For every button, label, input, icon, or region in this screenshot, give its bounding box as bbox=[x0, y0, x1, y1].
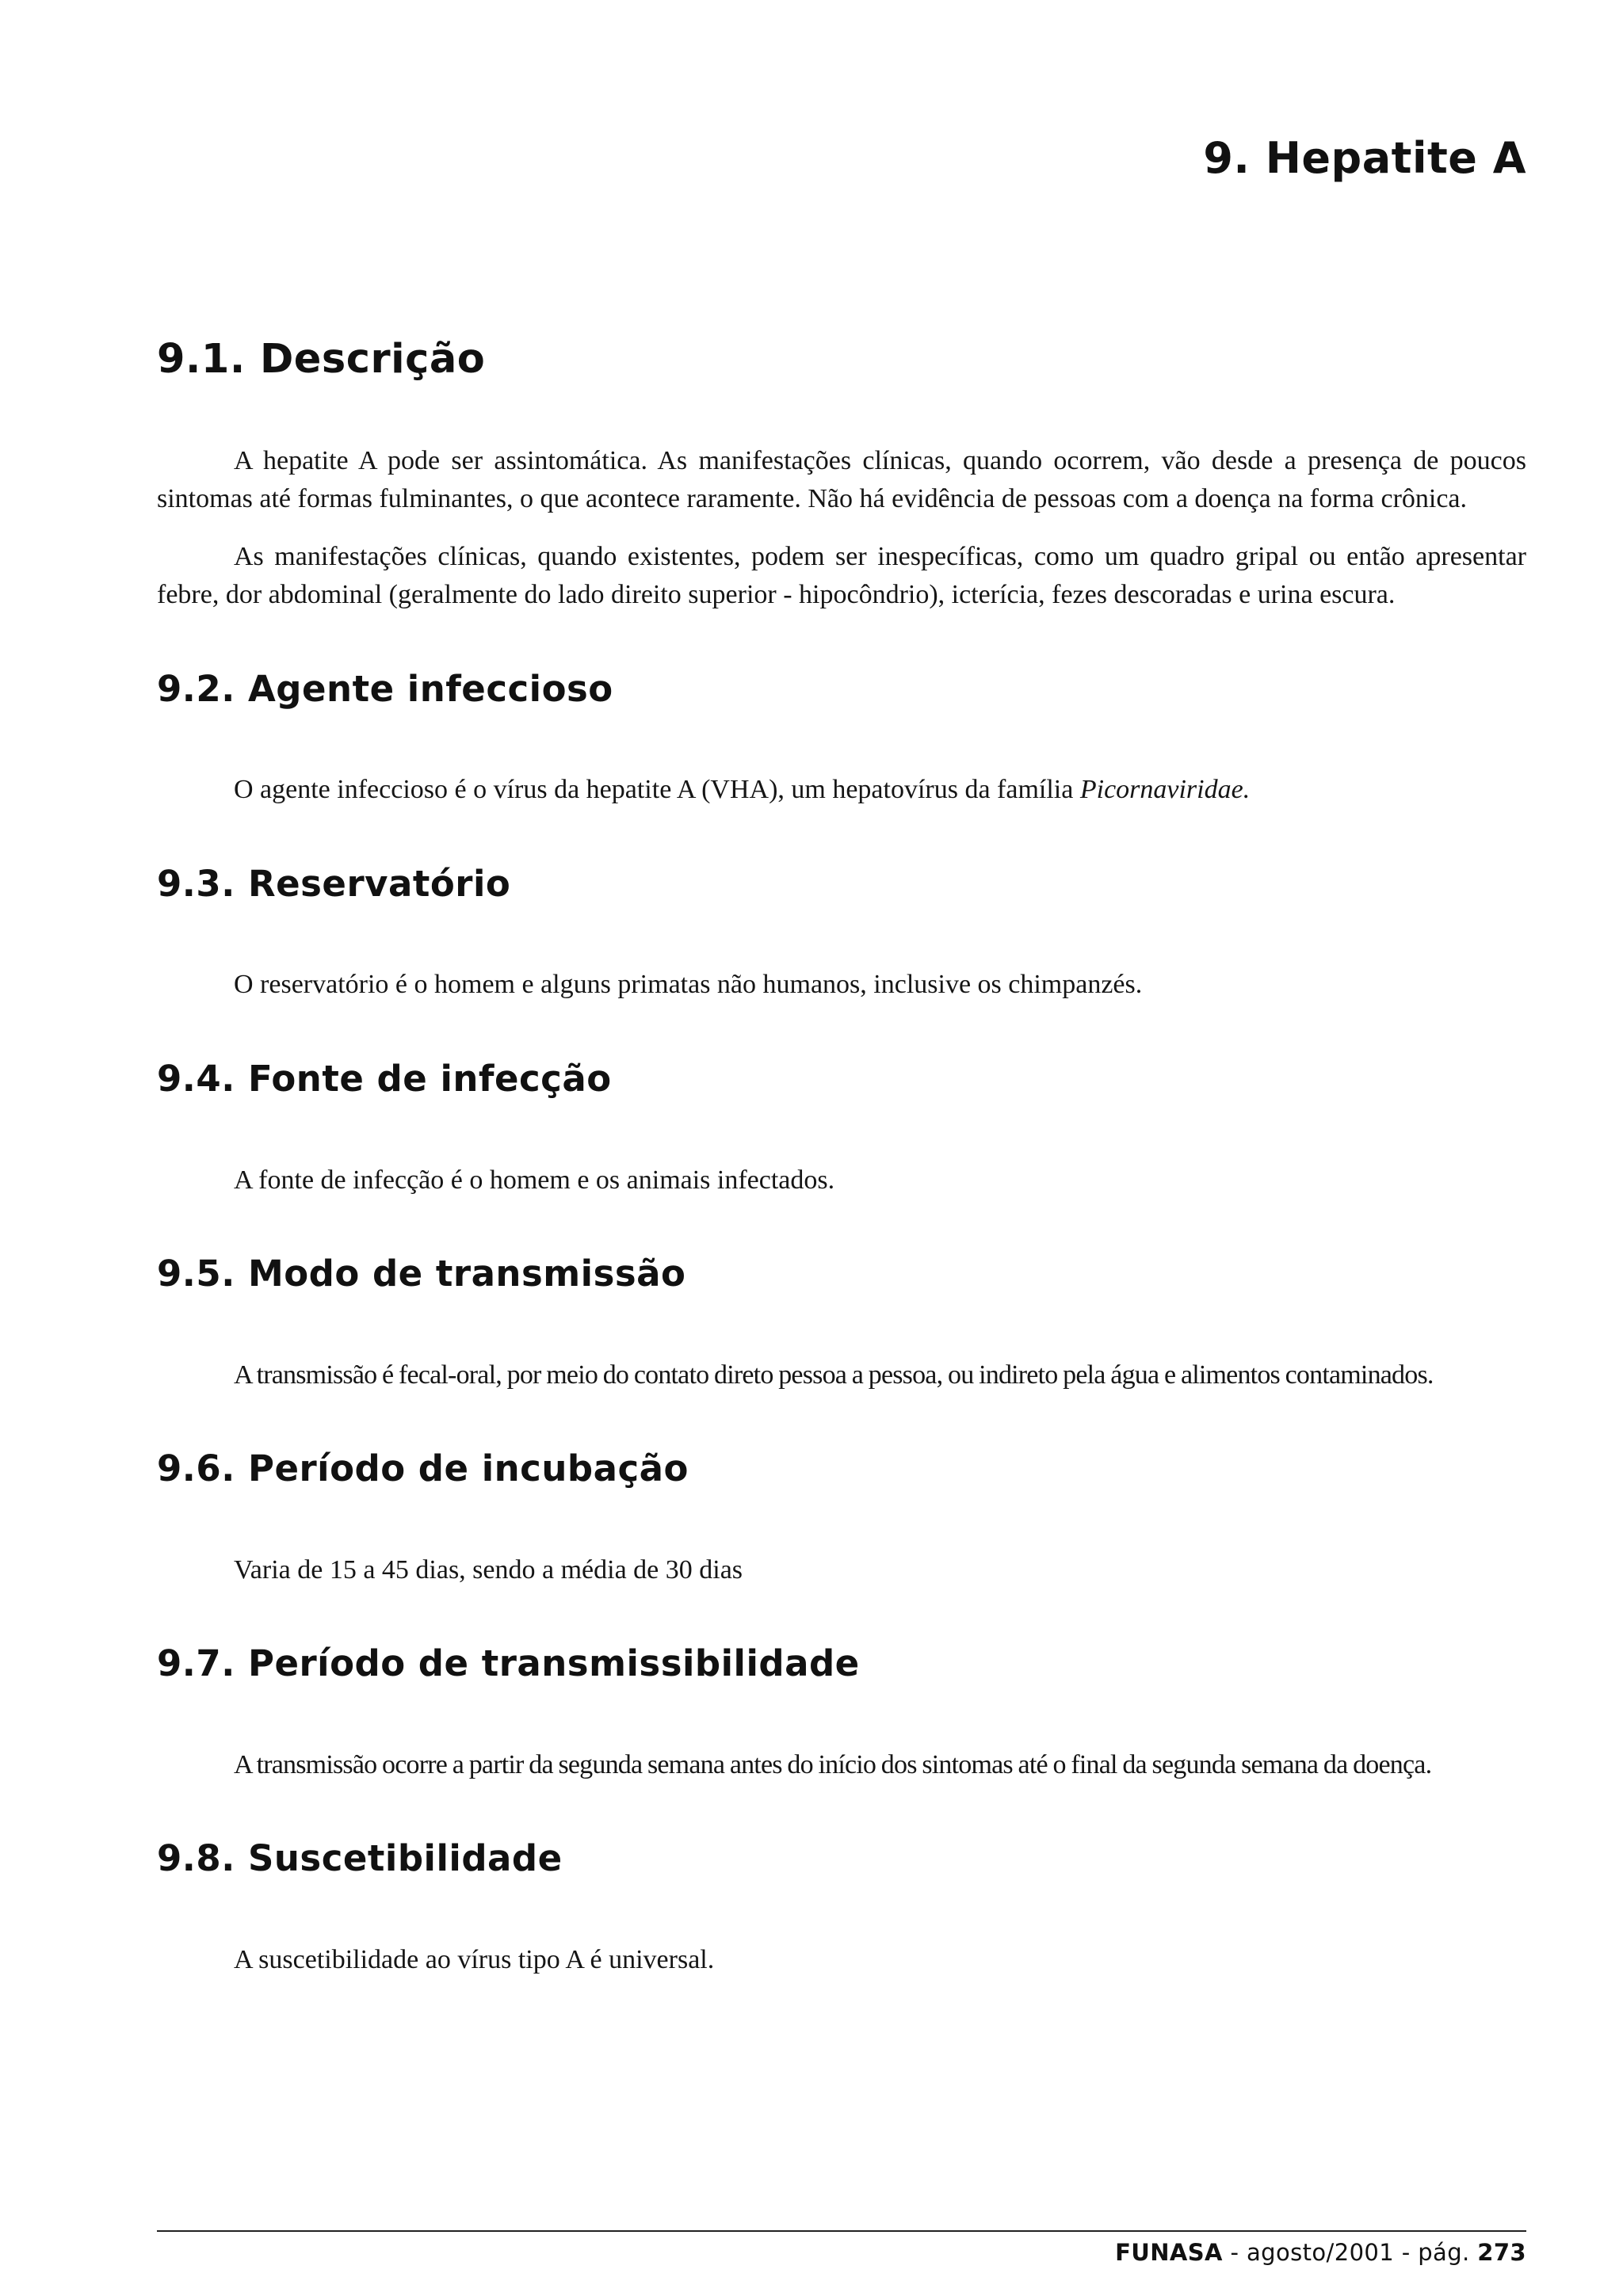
paragraph-descricao-2: As manifestações clínicas, quando existentes, podem ser inespecíficas, como um quadro gripal ou então apresentar febre, dor abdominal (geralmente do lado direito superior - hipocôndrio), icterícia, fezes descoradas e urina escura. bbox=[157, 542, 1526, 609]
paragraph-suscetibilidade: A suscetibilidade ao vírus tipo A é universal. bbox=[234, 1945, 715, 1974]
page-number: 273 bbox=[1477, 2239, 1526, 2266]
paragraph-periodo-incubacao: Varia de 15 a 45 dias, sendo a média de 30 dias bbox=[234, 1555, 743, 1585]
family-name-italic: Picornaviridae. bbox=[1079, 775, 1251, 804]
paragraph-agente-infeccioso bbox=[234, 771, 1533, 809]
section-heading-fonte-infeccao: 9.4. Fonte de infecção bbox=[157, 1058, 612, 1100]
section-heading-descricao: 9.1. Descrição bbox=[157, 336, 486, 383]
section-heading-reservatorio: 9.3. Reservatório bbox=[157, 863, 511, 905]
footer-organization: FUNASA bbox=[1115, 2239, 1223, 2266]
footer-date: - agosto/2001 - pág. bbox=[1222, 2239, 1478, 2266]
paragraph-periodo-transmissibilidade: A transmissão ocorre a partir da segunda semana antes do início dos sintomas até o final da segunda semana da doença. bbox=[234, 1750, 1432, 1779]
footer-divider bbox=[157, 2230, 1526, 2232]
section-heading-periodo-transmissibilidade: 9.7. Período de transmissibilidade bbox=[157, 1642, 860, 1684]
paragraph-reservatorio: O reservatório é o homem e alguns primatas não humanos, inclusive os chimpanzés. bbox=[234, 970, 1143, 999]
section-heading-agente-infeccioso: 9.2. Agente infeccioso bbox=[157, 668, 613, 710]
agente-text: O agente infeccioso é o vírus da hepatite A (VHA), um hepatovírus da família bbox=[234, 775, 1080, 804]
paragraph-fonte-infeccao: A fonte de infecção é o homem e os animais infectados. bbox=[234, 1165, 835, 1195]
section-heading-modo-transmissao: 9.5. Modo de transmissão bbox=[157, 1253, 686, 1295]
paragraph-descricao-1: A hepatite A pode ser assintomática. As manifestações clínicas, quando ocorrem, vão desde a presença de poucos sintomas até formas fulminantes, o que acontece raramente. Não há evidência de pessoas com a doença na forma crônica. bbox=[157, 446, 1526, 513]
page-footer bbox=[1115, 2239, 1526, 2266]
section-heading-suscetibilidade: 9.8. Suscetibilidade bbox=[157, 1837, 563, 1879]
section-heading-periodo-incubacao: 9.6. Período de incubação bbox=[157, 1447, 689, 1489]
paragraph-modo-transmissao: A transmissão é fecal-oral, por meio do contato direto pessoa a pessoa, ou indireto pela água e alimentos contaminados. bbox=[234, 1360, 1434, 1390]
chapter-title: 9. Hepatite A bbox=[1203, 133, 1526, 183]
